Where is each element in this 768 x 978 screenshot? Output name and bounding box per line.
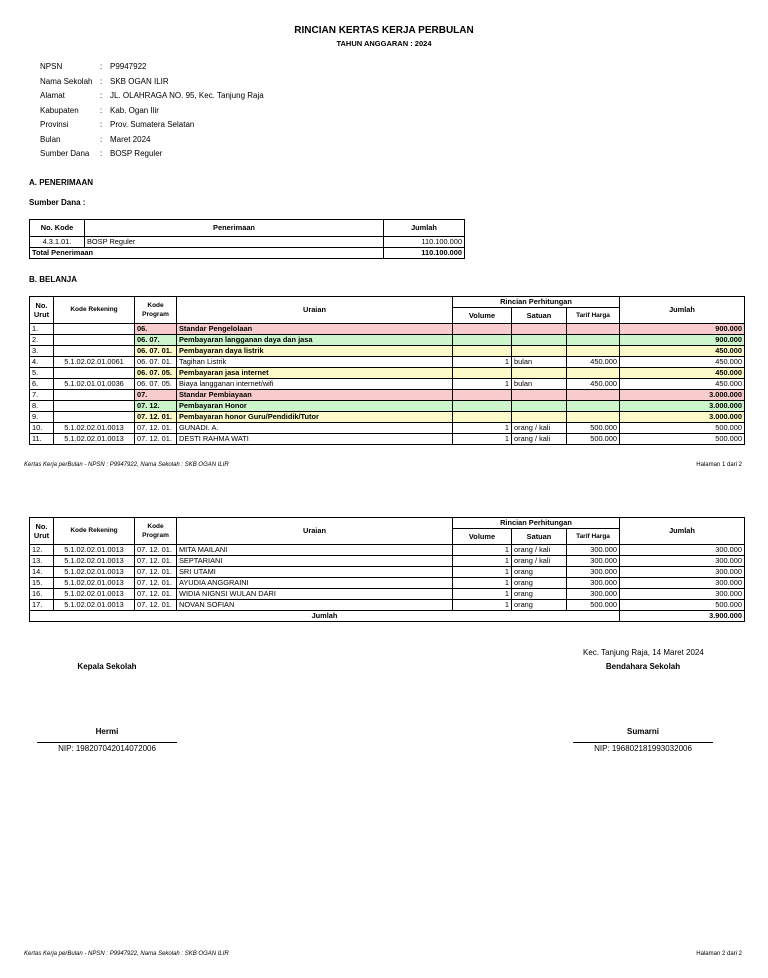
- cell-tarif: [567, 368, 620, 379]
- penerimaan-table: [29, 219, 465, 259]
- cell-tarif: 450.000: [567, 379, 620, 390]
- footer-page-number: Halaman 1 dari 2: [696, 462, 742, 468]
- cell-penerimaan: BOSP Reguler: [85, 237, 384, 248]
- info-value: P9947922: [110, 62, 147, 71]
- cell-volume: 1: [453, 578, 512, 589]
- col-kode-rekening: Kode Rekening: [54, 518, 135, 545]
- footer-page-number: Halaman 2 dari 2: [696, 951, 742, 957]
- info-row: Nama Sekolah : SKB OGAN ILIR: [40, 77, 264, 92]
- cell-satuan: orang: [512, 578, 567, 589]
- cell-volume: [453, 412, 512, 423]
- col-jumlah: Jumlah: [620, 518, 745, 545]
- cell-uraian: Standar Pembiayaan: [177, 390, 453, 401]
- cell-kode-program: 07.: [135, 390, 177, 401]
- cell-satuan: orang: [512, 600, 567, 611]
- cell-uraian: NOVAN SOFIAN: [177, 600, 453, 611]
- cell-volume: [453, 335, 512, 346]
- cell-no: 16.: [30, 589, 54, 600]
- cell-volume: 1: [453, 357, 512, 368]
- table-row: [30, 567, 745, 578]
- col-uraian: Uraian: [177, 518, 453, 545]
- cell-kode-rekening: [54, 335, 135, 346]
- cell-volume: [453, 401, 512, 412]
- cell-no: 3.: [30, 346, 54, 357]
- cell-tarif: 500.000: [567, 423, 620, 434]
- table-row: [30, 423, 745, 434]
- cell-tarif: [567, 401, 620, 412]
- cell-no: 15.: [30, 578, 54, 589]
- table-row: [30, 390, 745, 401]
- right-signer-title: Bendahara Sekolah: [605, 662, 681, 671]
- table-row: [30, 357, 745, 368]
- cell-kode-rekening: [54, 346, 135, 357]
- info-row: Kabupaten : Kab. Ogan Ilir: [40, 106, 264, 121]
- page-subtitle: TAHUN ANGGARAN : 2024: [336, 39, 432, 48]
- table-row: [30, 600, 745, 611]
- col-volume: Volume: [453, 529, 512, 545]
- cell-tarif: [567, 390, 620, 401]
- cell-kode-program: 06. 07. 05.: [135, 379, 177, 390]
- section-belanja-title: B. BELANJA: [29, 275, 78, 284]
- total-row: [30, 611, 745, 622]
- cell-volume: [453, 390, 512, 401]
- info-value: JL. OLAHRAGA NO. 95, Kec. Tanjung Raja: [110, 91, 264, 100]
- belanja-table-page2: [29, 517, 745, 622]
- info-row: NPSN : P9947922: [40, 62, 264, 77]
- cell-kode-rekening: 5.1.02.02.01.0013: [54, 434, 135, 445]
- cell-tarif: [567, 324, 620, 335]
- col-kode-rekening: Kode Rekening: [54, 297, 135, 324]
- cell-uraian: Biaya langganan internet/wifi: [177, 379, 453, 390]
- col-tarif: Tarif Harga: [567, 529, 620, 545]
- cell-volume: [453, 368, 512, 379]
- cell-tarif: 300.000: [567, 589, 620, 600]
- left-signer-nip: NIP: 198207042014072006: [58, 744, 156, 753]
- col-penerimaan: Penerimaan: [85, 220, 384, 237]
- cell-volume: 1: [453, 589, 512, 600]
- cell-kode-program: 07. 12. 01.: [135, 589, 177, 600]
- cell-uraian: GUNADI. A.: [177, 423, 453, 434]
- cell-kode-program: 07. 12. 01.: [135, 434, 177, 445]
- cell-volume: 1: [453, 545, 512, 556]
- cell-jumlah: 450.000: [620, 346, 745, 357]
- cell-uraian: DESTI RAHMA WATI: [177, 434, 453, 445]
- cell-satuan: [512, 324, 567, 335]
- cell-no: 5.: [30, 368, 54, 379]
- info-value: Kab. Ogan Ilir: [110, 105, 159, 115]
- info-label: Bulan: [40, 134, 61, 144]
- table-row: [30, 237, 465, 248]
- col-jumlah: Jumlah: [384, 220, 465, 237]
- cell-kode-rekening: 5.1.02.02.01.0013: [54, 578, 135, 589]
- cell-tarif: 500.000: [567, 600, 620, 611]
- cell-satuan: [512, 346, 567, 357]
- cell-satuan: orang / kali: [512, 434, 567, 445]
- cell-volume: 1: [453, 556, 512, 567]
- total-label: Total Penerimaan: [30, 248, 384, 259]
- cell-tarif: [567, 412, 620, 423]
- cell-kode-rekening: [54, 324, 135, 335]
- cell-uraian: Pembayaran Honor: [177, 401, 453, 412]
- cell-satuan: orang: [512, 567, 567, 578]
- table-row: [30, 589, 745, 600]
- cell-volume: 1: [453, 434, 512, 445]
- cell-kode-rekening: 5.1.02.02.01.0061: [54, 357, 135, 368]
- cell-jumlah: 300.000: [620, 545, 745, 556]
- cell-jumlah: 300.000: [620, 578, 745, 589]
- cell-jumlah: 300.000: [620, 556, 745, 567]
- cell-no: 6.: [30, 379, 54, 390]
- cell-tarif: [567, 346, 620, 357]
- cell-jumlah: 500.000: [620, 434, 745, 445]
- table-row: [30, 346, 745, 357]
- cell-kode-program: 06. 07. 01.: [135, 346, 177, 357]
- cell-kode-program: 07. 12. 01.: [135, 412, 177, 423]
- page-title: RINCIAN KERTAS KERJA PERBULAN: [294, 25, 474, 36]
- right-signer-nip: NIP: 196802181993032006: [594, 744, 692, 753]
- cell-uraian: SEPTARIANI: [177, 556, 453, 567]
- cell-volume: [453, 346, 512, 357]
- total-value: 3.900.000: [620, 611, 745, 622]
- col-jumlah: Jumlah: [620, 297, 745, 324]
- cell-no: 12.: [30, 545, 54, 556]
- table-row: [30, 578, 745, 589]
- info-row: Sumber Dana : BOSP Reguler: [40, 149, 264, 164]
- col-no-urut: No. Urut: [30, 297, 54, 324]
- footer-text: Kertas Kerja perBulan - NPSN : P9947922, Nama Sekolah : SKB OGAN ILIR: [24, 462, 229, 468]
- col-rincian: Rincian Perhitungan: [453, 297, 620, 308]
- col-kode-program: Kode Program: [135, 518, 177, 545]
- info-value: SKB OGAN ILIR: [110, 76, 169, 86]
- cell-uraian: Pembayaran jasa internet: [177, 368, 453, 379]
- cell-jumlah: 450.000: [620, 357, 745, 368]
- cell-tarif: 300.000: [567, 545, 620, 556]
- info-row: Bulan : Maret 2024: [40, 135, 264, 150]
- cell-tarif: 300.000: [567, 556, 620, 567]
- cell-jumlah: 3.000.000: [620, 390, 745, 401]
- cell-satuan: bulan: [512, 379, 567, 390]
- place-date: Kec. Tanjung Raja, 14 Maret 2024: [583, 648, 704, 657]
- cell-satuan: orang / kali: [512, 556, 567, 567]
- info-label: Provinsi: [40, 120, 69, 129]
- cell-kode-program: 06. 07. 01.: [135, 357, 177, 368]
- cell-satuan: [512, 412, 567, 423]
- signature-line: [37, 742, 177, 743]
- cell-no: 11.: [30, 434, 54, 445]
- cell-jumlah: 450.000: [620, 368, 745, 379]
- col-uraian: Uraian: [177, 297, 453, 324]
- cell-jumlah: 3.000.000: [620, 401, 745, 412]
- cell-satuan: [512, 390, 567, 401]
- table-row: [30, 335, 745, 346]
- info-row: Alamat : JL. OLAHRAGA NO. 95, Kec. Tanjung Raja: [40, 91, 264, 106]
- cell-no: 10.: [30, 423, 54, 434]
- info-label: Sumber Dana: [40, 149, 90, 158]
- col-satuan: Satuan: [512, 308, 567, 324]
- cell-kode-program: 06. 07. 05.: [135, 368, 177, 379]
- table-row: [30, 556, 745, 567]
- sumber-dana-label: Sumber Dana :: [29, 198, 86, 207]
- left-signer-name: Hermi: [95, 727, 119, 736]
- cell-uraian: WIDIA NIGNSI WULAN DARI: [177, 589, 453, 600]
- cell-jumlah: 450.000: [620, 379, 745, 390]
- table-row: [30, 401, 745, 412]
- info-label: Nama Sekolah: [40, 76, 93, 86]
- cell-uraian: Pembayaran honor Guru/Pendidik/Tutor: [177, 412, 453, 423]
- footer-text: Kertas Kerja perBulan - NPSN : P9947922, Nama Sekolah : SKB OGAN ILIR: [24, 951, 229, 957]
- cell-jumlah: 300.000: [620, 567, 745, 578]
- cell-satuan: [512, 335, 567, 346]
- col-kode-program: Kode Program: [135, 297, 177, 324]
- cell-uraian: Pembayaran langganan daya dan jasa: [177, 335, 453, 346]
- cell-kode-rekening: 5.1.02.02.01.0013: [54, 556, 135, 567]
- cell-kode-rekening: [54, 401, 135, 412]
- cell-kode-program: 07. 12. 01.: [135, 600, 177, 611]
- table-row: [30, 412, 745, 423]
- cell-jumlah: 110.100.000: [384, 237, 465, 248]
- cell-kode-program: 07. 12. 01.: [135, 567, 177, 578]
- col-satuan: Satuan: [512, 529, 567, 545]
- cell-tarif: [567, 335, 620, 346]
- cell-satuan: orang / kali: [512, 545, 567, 556]
- cell-no: 4.: [30, 357, 54, 368]
- cell-volume: 1: [453, 379, 512, 390]
- info-label: Kabupaten: [40, 105, 79, 115]
- cell-uraian: AYUDIA ANGGRAINI: [177, 578, 453, 589]
- cell-kode-rekening: 5.1.02.02.01.0013: [54, 589, 135, 600]
- cell-uraian: MITA MAILANI: [177, 545, 453, 556]
- cell-volume: [453, 324, 512, 335]
- cell-kode-program: 07. 12. 01.: [135, 578, 177, 589]
- cell-volume: 1: [453, 423, 512, 434]
- col-tarif: Tarif Harga: [567, 308, 620, 324]
- cell-no: 7.: [30, 390, 54, 401]
- cell-kode-rekening: [54, 368, 135, 379]
- cell-kode-program: 07. 12. 01.: [135, 556, 177, 567]
- cell-kode-rekening: 5.1.02.02.01.0013: [54, 600, 135, 611]
- section-penerimaan-title: A. PENERIMAAN: [29, 178, 94, 187]
- cell-uraian: Standar Pengelolaan: [177, 324, 453, 335]
- cell-satuan: orang: [512, 589, 567, 600]
- belanja-table-page1: [29, 296, 745, 445]
- cell-no: 9.: [30, 412, 54, 423]
- total-value: 110.100.000: [384, 248, 465, 259]
- cell-satuan: orang / kali: [512, 423, 567, 434]
- cell-satuan: bulan: [512, 357, 567, 368]
- col-no-urut: No. Urut: [30, 518, 54, 545]
- cell-tarif: 450.000: [567, 357, 620, 368]
- cell-jumlah: 900.000: [620, 324, 745, 335]
- cell-jumlah: 300.000: [620, 589, 745, 600]
- cell-no: 8.: [30, 401, 54, 412]
- total-label: Jumlah: [30, 611, 620, 622]
- cell-kode: 4.3.1.01.: [30, 237, 85, 248]
- left-signer-title: Kepala Sekolah: [77, 662, 137, 671]
- cell-jumlah: 500.000: [620, 423, 745, 434]
- cell-uraian: SRI UTAMI: [177, 567, 453, 578]
- cell-no: 1.: [30, 324, 54, 335]
- cell-kode-rekening: 5.1.02.02.01.0013: [54, 423, 135, 434]
- col-no-kode: No. Kode: [30, 220, 85, 237]
- info-value: Prov. Sumatera Selatan: [110, 120, 195, 129]
- table-row: [30, 368, 745, 379]
- table-row: [30, 324, 745, 335]
- info-row: Provinsi : Prov. Sumatera Selatan: [40, 120, 264, 135]
- signature-line: [573, 742, 713, 743]
- cell-kode-program: 07. 12. 01.: [135, 545, 177, 556]
- col-rincian: Rincian Perhitungan: [453, 518, 620, 529]
- right-signer-name: Sumarni: [626, 727, 659, 736]
- cell-kode-rekening: 5.1.02.02.01.0013: [54, 567, 135, 578]
- cell-no: 2.: [30, 335, 54, 346]
- cell-jumlah: 900.000: [620, 335, 745, 346]
- cell-kode-rekening: [54, 390, 135, 401]
- cell-no: 13.: [30, 556, 54, 567]
- cell-satuan: [512, 368, 567, 379]
- info-label: NPSN: [40, 62, 63, 71]
- cell-volume: 1: [453, 600, 512, 611]
- cell-kode-program: 06.: [135, 324, 177, 335]
- info-value: Maret 2024: [110, 134, 151, 144]
- table-row: [30, 545, 745, 556]
- cell-uraian: Tagihan Listrik: [177, 357, 453, 368]
- cell-kode-program: 07. 12.: [135, 401, 177, 412]
- cell-satuan: [512, 401, 567, 412]
- cell-uraian: Pembayaran daya listrik: [177, 346, 453, 357]
- cell-kode-program: 06. 07.: [135, 335, 177, 346]
- cell-jumlah: 3.000.000: [620, 412, 745, 423]
- cell-jumlah: 500.000: [620, 600, 745, 611]
- cell-tarif: 300.000: [567, 578, 620, 589]
- cell-no: 14.: [30, 567, 54, 578]
- cell-kode-rekening: [54, 412, 135, 423]
- cell-tarif: 500.000: [567, 434, 620, 445]
- cell-kode-rekening: 5.1.02.02.01.0013: [54, 545, 135, 556]
- cell-kode-rekening: 5.1.02.01.01.0036: [54, 379, 135, 390]
- cell-no: 17.: [30, 600, 54, 611]
- cell-tarif: 300.000: [567, 567, 620, 578]
- info-value: BOSP Reguler: [110, 149, 163, 158]
- info-label: Alamat: [40, 91, 65, 100]
- cell-volume: 1: [453, 567, 512, 578]
- table-row: [30, 434, 745, 445]
- cell-kode-program: 07. 12. 01.: [135, 423, 177, 434]
- col-volume: Volume: [453, 308, 512, 324]
- total-row: [30, 248, 465, 259]
- table-row: [30, 379, 745, 390]
- school-info: [40, 62, 264, 164]
